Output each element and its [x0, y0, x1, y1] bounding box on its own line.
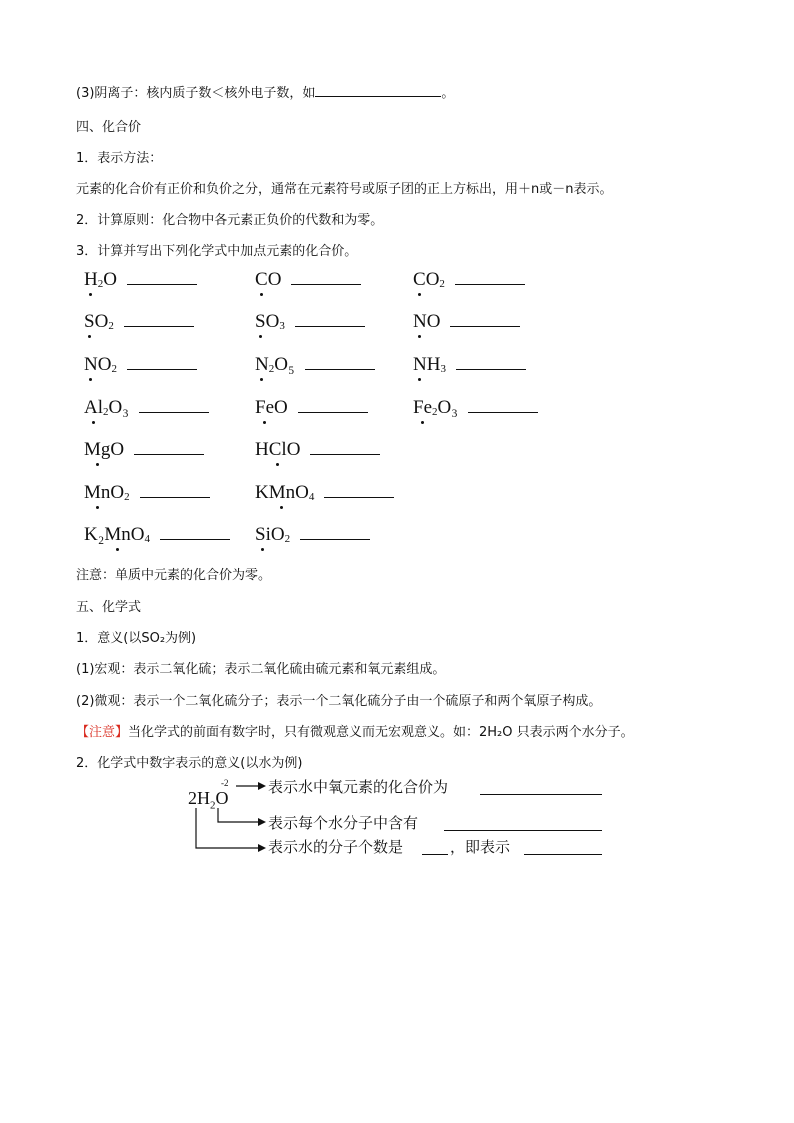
answer-blank[interactable]	[298, 396, 368, 413]
formula-co2: $CO_2$	[413, 268, 525, 291]
valence-blank[interactable]	[480, 794, 602, 795]
heading-formula: 五、化学式	[76, 600, 142, 615]
answer-blank[interactable]	[291, 268, 361, 285]
formula-h2o: $H_2O$	[84, 268, 197, 291]
formula-k2mno4: K₂MnO$_4$	[84, 523, 230, 546]
formula-co: CO	[255, 268, 361, 291]
formula-fe2o3: $Fe_2O_3$	[413, 396, 538, 419]
digits-title: 2．化学式中数字表示的意义(以水为例)	[76, 756, 303, 771]
label-meaning: ，即表示	[450, 838, 511, 856]
answer-blank[interactable]	[305, 353, 375, 370]
label-valence: 表示水中氧元素的化合价为	[268, 778, 449, 796]
task: 3．计算并写出下列化学式中加点元素的化合价。	[76, 244, 358, 259]
formula-mgo: MgO	[84, 438, 204, 461]
formula-so2: $SO_2$	[84, 310, 194, 333]
answer-blank[interactable]	[324, 481, 394, 498]
method-desc: 元素的化合价有正价和负价之分，通常在元素符号或原子团的正上方标出，用＋n或－n表示。	[76, 182, 613, 197]
answer-blank[interactable]	[300, 523, 370, 540]
heading-valence: 四、化合价	[76, 120, 142, 135]
meaning-title: 1．意义(以SO₂为例)	[76, 631, 197, 646]
note-line	[76, 721, 634, 740]
answer-blank[interactable]	[310, 438, 380, 455]
note-text: 当化学式的前面有数字时，只有微观意义而无宏观意义。如：2H₂O 只表示两个水分子。	[128, 725, 634, 740]
formula-feo: FeO	[255, 396, 368, 419]
meaning-blank[interactable]	[524, 854, 602, 855]
formula-no2: $NO_2$	[84, 353, 197, 376]
formula-nh3: $NH_3$	[413, 353, 526, 376]
micro-meaning: (2)微观：表示一个二氧化硫分子；表示一个二氧化硫分子由一个硫原子和两个氧原子构成。	[76, 694, 602, 709]
anion-example-blank[interactable]	[315, 84, 441, 97]
note-tag: 【注意】	[76, 725, 129, 740]
formula-no: NO	[413, 310, 520, 333]
answer-blank[interactable]	[140, 481, 210, 498]
formula-al2o3: $Al_2O_3$	[84, 396, 209, 419]
formula-n2o5: $N_2O_5$	[255, 353, 375, 376]
anion-line: (3)阴离子：核内质子数＜核外电子数，如 。	[76, 86, 455, 101]
formula-sio2: SiO$_2$	[255, 523, 370, 546]
macro-meaning: (1)宏观：表示二氧化硫；表示二氧化硫由硫元素和氧元素组成。	[76, 662, 446, 677]
answer-blank[interactable]	[124, 310, 194, 327]
label-atoms: 表示每个水分子中含有	[268, 814, 419, 832]
formula-mno2: MnO$_2$	[84, 481, 210, 504]
element-note: 注意：单质中元素的化合价为零。	[76, 568, 272, 583]
water-diagram	[188, 778, 628, 858]
answer-blank[interactable]	[455, 268, 525, 285]
answer-blank[interactable]	[468, 396, 538, 413]
valence-mark: -2	[221, 778, 229, 788]
count-blank[interactable]	[422, 854, 448, 855]
formula-so3: $SO_3$	[255, 310, 365, 333]
water-formula: $2H_2O$	[188, 788, 229, 812]
formula-hclo: HClO	[255, 438, 380, 461]
answer-blank[interactable]	[295, 310, 365, 327]
answer-blank[interactable]	[127, 268, 197, 285]
answer-blank[interactable]	[127, 353, 197, 370]
atoms-blank[interactable]	[444, 830, 602, 831]
formula-kmno4: KMnO$_4$	[255, 481, 394, 504]
answer-blank[interactable]	[456, 353, 526, 370]
principle: 2．计算原则：化合物中各元素正负价的代数和为零。	[76, 213, 384, 228]
method-title: 1．表示方法：	[76, 151, 163, 166]
answer-blank[interactable]	[134, 438, 204, 455]
answer-blank[interactable]	[160, 523, 230, 540]
answer-blank[interactable]	[450, 310, 520, 327]
label-count: 表示水的分子个数是	[268, 838, 404, 856]
answer-blank[interactable]	[139, 396, 209, 413]
